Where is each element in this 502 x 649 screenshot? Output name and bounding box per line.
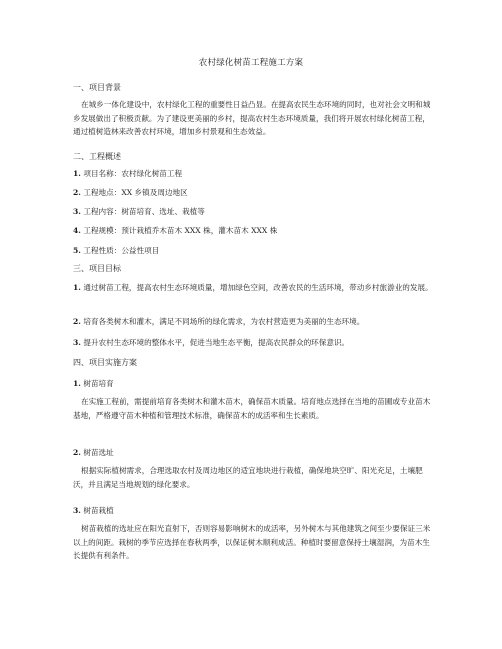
item-number: 1. (73, 169, 81, 178)
plan-paragraph: 树苗栽植的选址应在阳光直射下，否则容易影响树木的成活率，另外树木与其他建筑之间至少要保证三米以上的间距。栽树的季节应选择在春秋两季，以保证树木顺利成活。种植时要留意保持土壤湿润，为苗木生长提供有利条件。 (73, 524, 431, 560)
item-number: 3. (73, 338, 81, 347)
item-number: 1. (73, 283, 81, 292)
overview-item (73, 167, 433, 181)
item-text: 工程地点：XX 乡镇及周边地区 (83, 188, 188, 197)
item-number: 3. (73, 207, 81, 216)
document-title: 农村绿化树苗工程施工方案 (198, 58, 304, 68)
item-text: 工程性质：公益性项目 (83, 246, 160, 255)
section-heading-goals: 三、项目目标 (73, 264, 121, 273)
item-text: 提升农村生态环境的整体水平，促进当地生态平衡，提高农民群众的环保意识。 (83, 338, 350, 347)
subheading-text: 树苗栽植 (83, 506, 114, 515)
section-heading-background: 一、项目背景 (73, 83, 121, 92)
item-number: 4. (73, 226, 81, 235)
item-number: 5. (73, 246, 81, 255)
plan-paragraph: 根据实际植树需求，合理选取农村及周边地区的适宜地块进行栽植，确保地块空旷、阳光充足，土壤肥沃，并且满足当地规划的绿化要求。 (73, 466, 423, 489)
section-heading-plan: 四、项目实施方案 (73, 358, 137, 367)
item-text: 培育各类树木和灌木，满足不同场所的绿化需求，为农村营造更为美丽的生态环境。 (83, 317, 365, 326)
goal-item (73, 315, 433, 329)
overview-item (73, 224, 433, 238)
item-number: 3. (73, 506, 81, 515)
overview-item (73, 186, 433, 200)
item-text: 通过树苗工程，提高农村生态环境质量，增加绿色空间，改善农民的生活环境，带动乡村旅游业的发展。 (83, 283, 433, 292)
item-text: 工程规模：预计栽植乔木苗木 XXX 株，灌木苗木 XXX 株 (83, 226, 278, 235)
overview-item (73, 244, 433, 258)
item-number: 2. (73, 188, 81, 197)
item-text: 项目名称：农村绿化树苗工程 (83, 169, 183, 178)
item-text: 工程内容：树苗培育、选址、栽植等 (83, 207, 205, 216)
item-number: 1. (73, 379, 81, 388)
overview-item (73, 205, 433, 219)
section-heading-overview: 二、工程概述 (73, 152, 121, 161)
subheading-text: 树苗选址 (83, 448, 114, 457)
goal-item (73, 336, 433, 350)
plan-subheading (73, 446, 433, 460)
background-paragraph: 在城乡一体化建设中，农村绿化工程的重要性日益凸显。在提高农民生态环境的同时，也对社会文明和城乡发展做出了积极贡献。为了建设更美丽的乡村，提高农村生态环境质量，我们将开展农村绿化树苗工程，通过植树造林来改善农村环境，增加乡村景观和生态效益。 (73, 100, 431, 136)
item-number: 2. (73, 448, 81, 457)
subheading-text: 树苗培育 (83, 379, 114, 388)
goal-item (73, 281, 433, 295)
plan-subheading (73, 504, 433, 518)
plan-subheading (73, 377, 433, 391)
item-number: 2. (73, 317, 81, 326)
plan-paragraph: 在实施工程前，需提前培育各类树木和灌木苗木，确保苗木质量。培育地点选择在当地的苗圃或专业苗木基地，严格遵守苗木种植和管理技术标准，确保苗木的成活率和生长素质。 (73, 397, 431, 420)
